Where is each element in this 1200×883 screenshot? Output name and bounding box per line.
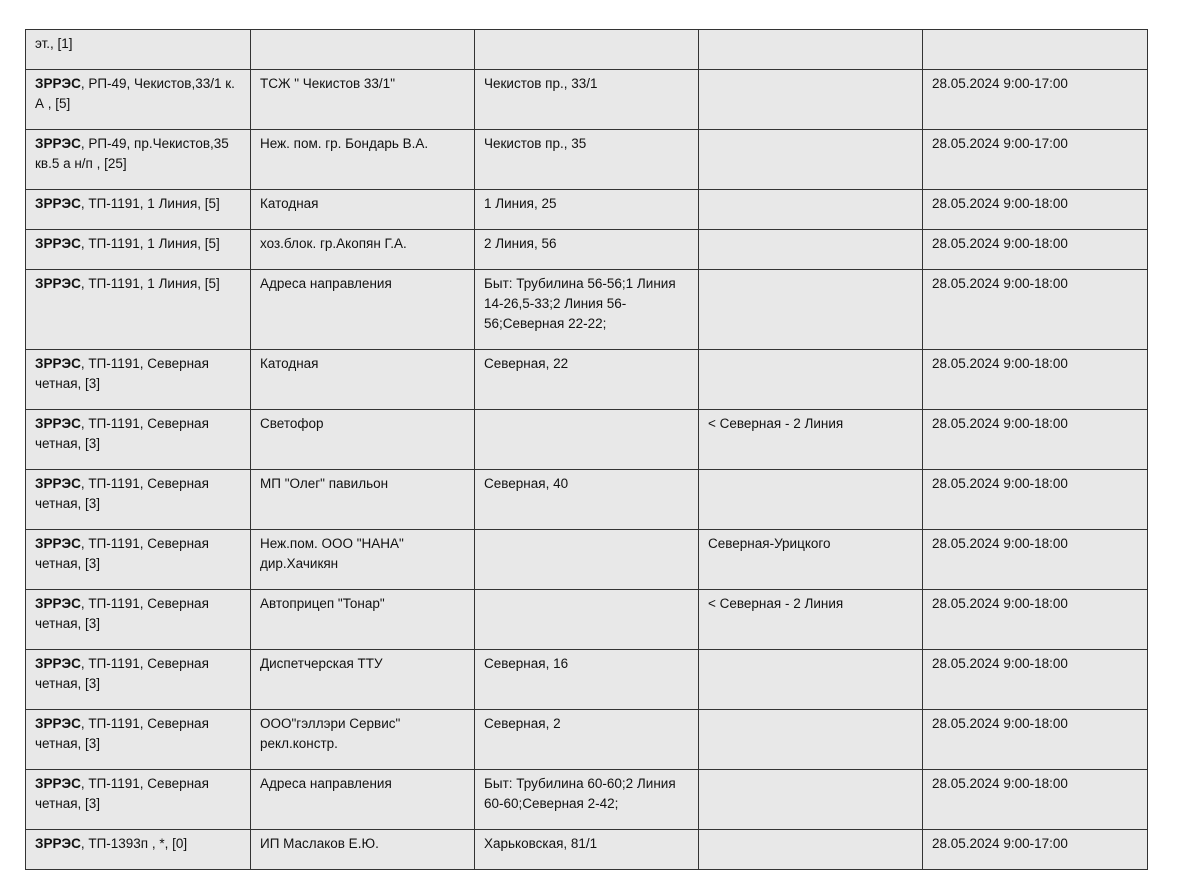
org-code: ЗРРЭС (35, 656, 81, 671)
cell-consumer: хоз.блок. гр.Акопян Г.А. (251, 230, 475, 270)
cell-location (26, 70, 251, 130)
cell-consumer: Адреса направления (251, 270, 475, 350)
location-text: , ТП-1191, Северная четная, [3] (35, 596, 209, 631)
cell-location (26, 710, 251, 770)
cell-address (475, 30, 699, 70)
table-row (26, 190, 1148, 230)
cell-note (699, 770, 923, 830)
cell-location (26, 530, 251, 590)
location-text: , ТП-1191, Северная четная, [3] (35, 716, 209, 751)
org-code: ЗРРЭС (35, 236, 81, 251)
cell-time: 28.05.2024 9:00-18:00 (923, 710, 1148, 770)
location-text: эт., [1] (35, 36, 73, 51)
cell-location (26, 130, 251, 190)
cell-location (26, 270, 251, 350)
org-code: ЗРРЭС (35, 416, 81, 431)
cell-consumer: Катодная (251, 190, 475, 230)
cell-note: < Северная - 2 Линия (699, 410, 923, 470)
org-code: ЗРРЭС (35, 356, 81, 371)
cell-note (699, 350, 923, 410)
table-row (26, 470, 1148, 530)
cell-consumer (251, 30, 475, 70)
cell-location (26, 30, 251, 70)
cell-time: 28.05.2024 9:00-18:00 (923, 590, 1148, 650)
location-text: , ТП-1191, 1 Линия, [5] (80, 236, 220, 251)
cell-address: Чекистов пр., 33/1 (475, 70, 699, 130)
location-text: , ТП-1191, Северная четная, [3] (35, 416, 209, 451)
table-row (26, 650, 1148, 710)
cell-note (699, 30, 923, 70)
cell-note (699, 650, 923, 710)
cell-address (475, 530, 699, 590)
table-row (26, 270, 1148, 350)
cell-location (26, 470, 251, 530)
cell-address (475, 590, 699, 650)
org-code: ЗРРЭС (35, 476, 81, 491)
cell-address: Северная, 22 (475, 350, 699, 410)
cell-consumer: ООО"гэллэри Сервис" рекл.констр. (251, 710, 475, 770)
outage-schedule-table (25, 29, 1148, 870)
location-text: , ТП-1191, Северная четная, [3] (35, 536, 209, 571)
cell-note (699, 130, 923, 190)
cell-time (923, 30, 1148, 70)
org-code: ЗРРЭС (35, 196, 81, 211)
table-row (26, 410, 1148, 470)
cell-location (26, 190, 251, 230)
cell-time: 28.05.2024 9:00-18:00 (923, 270, 1148, 350)
cell-note (699, 470, 923, 530)
cell-location (26, 590, 251, 650)
cell-consumer: ТСЖ " Чекистов 33/1" (251, 70, 475, 130)
cell-time: 28.05.2024 9:00-18:00 (923, 650, 1148, 710)
cell-location (26, 830, 251, 870)
org-code: ЗРРЭС (35, 136, 81, 151)
cell-time: 28.05.2024 9:00-18:00 (923, 410, 1148, 470)
cell-note (699, 190, 923, 230)
table-row (26, 590, 1148, 650)
cell-time: 28.05.2024 9:00-17:00 (923, 130, 1148, 190)
cell-time: 28.05.2024 9:00-17:00 (923, 830, 1148, 870)
org-code: ЗРРЭС (35, 76, 81, 91)
location-text: , ТП-1191, Северная четная, [3] (35, 776, 209, 811)
table-row (26, 530, 1148, 590)
cell-note (699, 830, 923, 870)
cell-location (26, 350, 251, 410)
cell-time: 28.05.2024 9:00-18:00 (923, 770, 1148, 830)
cell-address: Харьковская, 81/1 (475, 830, 699, 870)
location-text: , РП-49, Чекистов,33/1 к. А , [5] (35, 76, 235, 111)
cell-consumer: Светофор (251, 410, 475, 470)
cell-consumer: Диспетчерская ТТУ (251, 650, 475, 710)
cell-consumer: Автоприцеп "Тонар" (251, 590, 475, 650)
location-text: , РП-49, пр.Чекистов,35 кв.5 а н/п , [25] (35, 136, 229, 171)
table-row (26, 30, 1148, 70)
cell-note (699, 710, 923, 770)
location-text: , ТП-1191, Северная четная, [3] (35, 356, 209, 391)
cell-address: 2 Линия, 56 (475, 230, 699, 270)
cell-address: Северная, 16 (475, 650, 699, 710)
location-text: , ТП-1393п , *, [0] (80, 836, 188, 851)
org-code: ЗРРЭС (35, 776, 81, 791)
cell-time: 28.05.2024 9:00-18:00 (923, 190, 1148, 230)
cell-consumer: МП "Олег" павильон (251, 470, 475, 530)
org-code: ЗРРЭС (35, 276, 81, 291)
table-row (26, 70, 1148, 130)
cell-address: Северная, 40 (475, 470, 699, 530)
cell-time: 28.05.2024 9:00-18:00 (923, 530, 1148, 590)
location-text: , ТП-1191, Северная четная, [3] (35, 656, 209, 691)
org-code: ЗРРЭС (35, 536, 81, 551)
table-row (26, 230, 1148, 270)
org-code: ЗРРЭС (35, 596, 81, 611)
cell-address: Северная, 2 (475, 710, 699, 770)
table-row (26, 130, 1148, 190)
cell-location (26, 770, 251, 830)
cell-address (475, 410, 699, 470)
cell-location (26, 230, 251, 270)
cell-consumer: Неж.пом. ООО "НАНА" дир.Хачикян (251, 530, 475, 590)
cell-consumer: ИП Маслаков Е.Ю. (251, 830, 475, 870)
cell-consumer: Неж. пом. гр. Бондарь В.А. (251, 130, 475, 190)
cell-address: Быт: Трубилина 56-56;1 Линия 14-26,5-33;2 Линия 56-56;Северная 22-22; (475, 270, 699, 350)
cell-location (26, 650, 251, 710)
cell-consumer: Адреса направления (251, 770, 475, 830)
table-row (26, 830, 1148, 870)
cell-note (699, 230, 923, 270)
cell-consumer: Катодная (251, 350, 475, 410)
cell-address: Быт: Трубилина 60-60;2 Линия 60-60;Северная 2-42; (475, 770, 699, 830)
cell-note (699, 70, 923, 130)
cell-time: 28.05.2024 9:00-17:00 (923, 70, 1148, 130)
cell-address: Чекистов пр., 35 (475, 130, 699, 190)
cell-location (26, 410, 251, 470)
location-text: , ТП-1191, Северная четная, [3] (35, 476, 209, 511)
cell-note: Северная-Урицкого (699, 530, 923, 590)
org-code: ЗРРЭС (35, 716, 81, 731)
cell-note (699, 270, 923, 350)
table-row (26, 350, 1148, 410)
org-code: ЗРРЭС (35, 836, 81, 851)
table-row (26, 770, 1148, 830)
cell-time: 28.05.2024 9:00-18:00 (923, 350, 1148, 410)
cell-time: 28.05.2024 9:00-18:00 (923, 470, 1148, 530)
location-text: , ТП-1191, 1 Линия, [5] (80, 276, 220, 291)
table-row (26, 710, 1148, 770)
cell-time: 28.05.2024 9:00-18:00 (923, 230, 1148, 270)
cell-address: 1 Линия, 25 (475, 190, 699, 230)
cell-note: < Северная - 2 Линия (699, 590, 923, 650)
location-text: , ТП-1191, 1 Линия, [5] (80, 196, 220, 211)
